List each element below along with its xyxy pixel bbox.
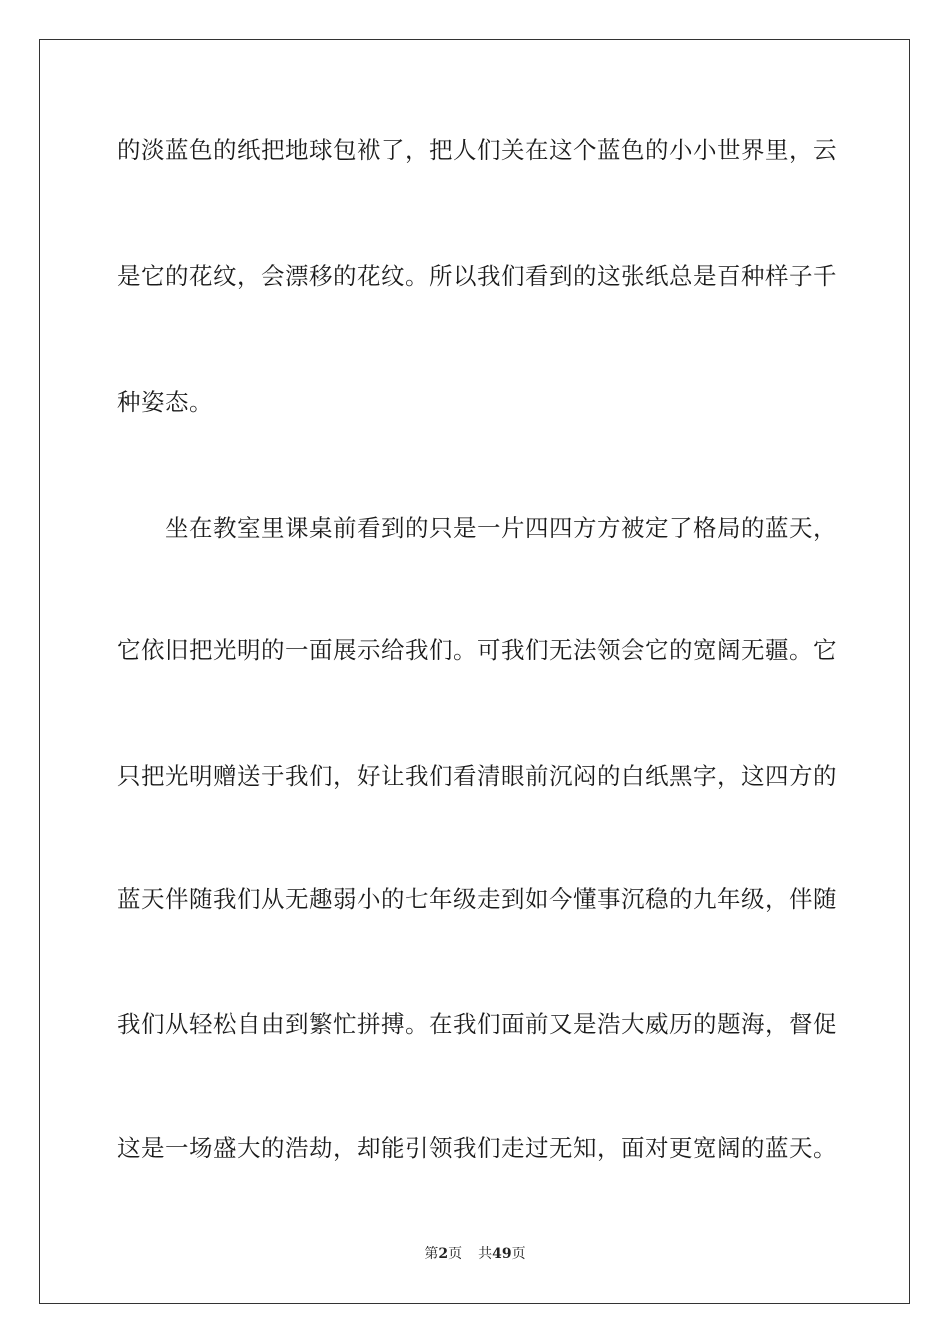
text-line-6: 只把光明赠送于我们，好让我们看清眼前沉闷的白纸黑字，这四方的 bbox=[117, 762, 837, 790]
text-line-7: 蓝天伴随我们从无趣弱小的七年级走到如今懂事沉稳的九年级，伴随 bbox=[117, 885, 837, 913]
text-line-8: 我们从轻松自由到繁忙拼搏。在我们面前又是浩大威历的题海，督促 bbox=[117, 1010, 837, 1038]
total-pages: 49 bbox=[492, 1246, 512, 1262]
page-number: 2 bbox=[438, 1246, 449, 1262]
total-prefix: 共 bbox=[478, 1246, 493, 1262]
page-border bbox=[39, 39, 910, 1304]
page-footer bbox=[0, 1245, 950, 1263]
page-suffix: 页 bbox=[448, 1246, 463, 1262]
total-suffix: 页 bbox=[511, 1246, 526, 1262]
page-prefix: 第 bbox=[424, 1246, 439, 1262]
text-line-9: 这是一场盛大的浩劫，却能引领我们走过无知，面对更宽阔的蓝天。 bbox=[117, 1134, 837, 1162]
text-line-1: 的淡蓝色的纸把地球包袱了，把人们关在这个蓝色的小小世界里，云 bbox=[117, 136, 837, 164]
text-line-2: 是它的花纹，会漂移的花纹。所以我们看到的这张纸总是百种样子千 bbox=[117, 262, 837, 290]
text-line-5: 它依旧把光明的一面展示给我们。可我们无法领会它的宽阔无疆。它 bbox=[117, 636, 837, 664]
text-line-3: 种姿态。 bbox=[117, 388, 213, 416]
text-line-4: 坐在教室里课桌前看到的只是一片四四方方被定了格局的蓝天， bbox=[165, 514, 837, 542]
